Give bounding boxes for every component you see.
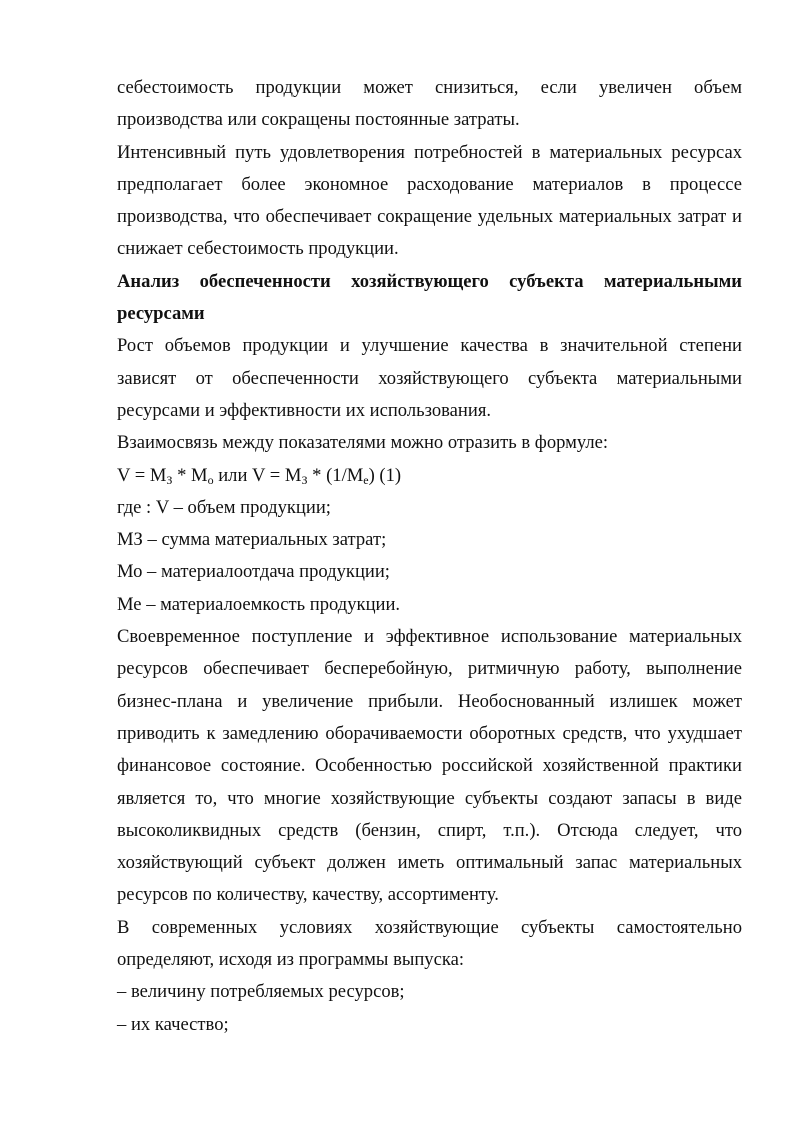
definition-me: Ме – материалоемкость продукции.: [117, 593, 401, 615]
formula-part: V = М: [117, 464, 167, 486]
formula-subscript: о: [207, 472, 214, 487]
paragraph-growth: Рост объемов продукции и улучшение качества в значительной степени зависят от обеспеченности хозяйствующего субъекта материальными ресурсами и эффективности их использования.: [117, 335, 742, 421]
paragraph-intensive-path: Интенсивный путь удовлетворения потребностей в материальных ресурсах предполагает более экономное расходование материалов в процессе производства, что обеспечивает сокращение удельных материальных затрат и снижает себестоимость продукции.: [117, 141, 742, 260]
formula-part: * (1/М: [307, 464, 364, 486]
formula-subscript: З: [301, 472, 308, 487]
definition-v: где : V – объем продукции;: [117, 496, 331, 518]
formula-part: или V = М: [213, 464, 302, 486]
formula-subscript: е: [363, 472, 369, 487]
definition-mz: МЗ – сумма материальных затрат;: [117, 529, 387, 551]
list-item-resources: – величину потребляемых ресурсов;: [117, 981, 405, 1003]
formula-part: ) (1): [368, 464, 402, 486]
paragraph-formula-intro: Взаимосвязь между показателями можно отразить в формуле:: [117, 432, 609, 454]
paragraph-timely-supply: Своевременное поступление и эффективное использование материальных ресурсов обеспечивает бесперебойную, ритмичную работу, выполнение бизнес-плана и увеличение прибыли. Необоснованный излишек может приводить к замедлению оборачиваемости оборотных средств, что ухудшает финансовое состояние. Особенностью российской хозяйственной практики является то, что многие хозяйствующие субъекты создают запасы в виде высоколиквидных средств (бензин, спирт, т.п.). Отсюда следует, что хозяйствующий субъект должен иметь оптимальный запас материальных ресурсов по количеству, качеству, ассортименту.: [117, 626, 742, 906]
list-item-quality: – их качество;: [117, 1013, 229, 1035]
definition-mo: Мо – материалоотдача продукции;: [117, 561, 390, 583]
document-page: [117, 72, 742, 1041]
paragraph-modern-conditions: В современных условиях хозяйствующие субъекты самостоятельно определяют, исходя из программы выпуска:: [117, 916, 742, 971]
formula-part: * М: [172, 464, 208, 486]
section-heading: Анализ обеспеченности хозяйствующего субъекта материальными ресурсами: [117, 270, 742, 325]
paragraph-cost-reduction: себестоимость продукции может снизиться, если увеличен объем производства или сокращены постоянные затраты.: [117, 77, 742, 131]
formula-line: [117, 460, 742, 492]
formula-subscript: З: [166, 472, 173, 487]
